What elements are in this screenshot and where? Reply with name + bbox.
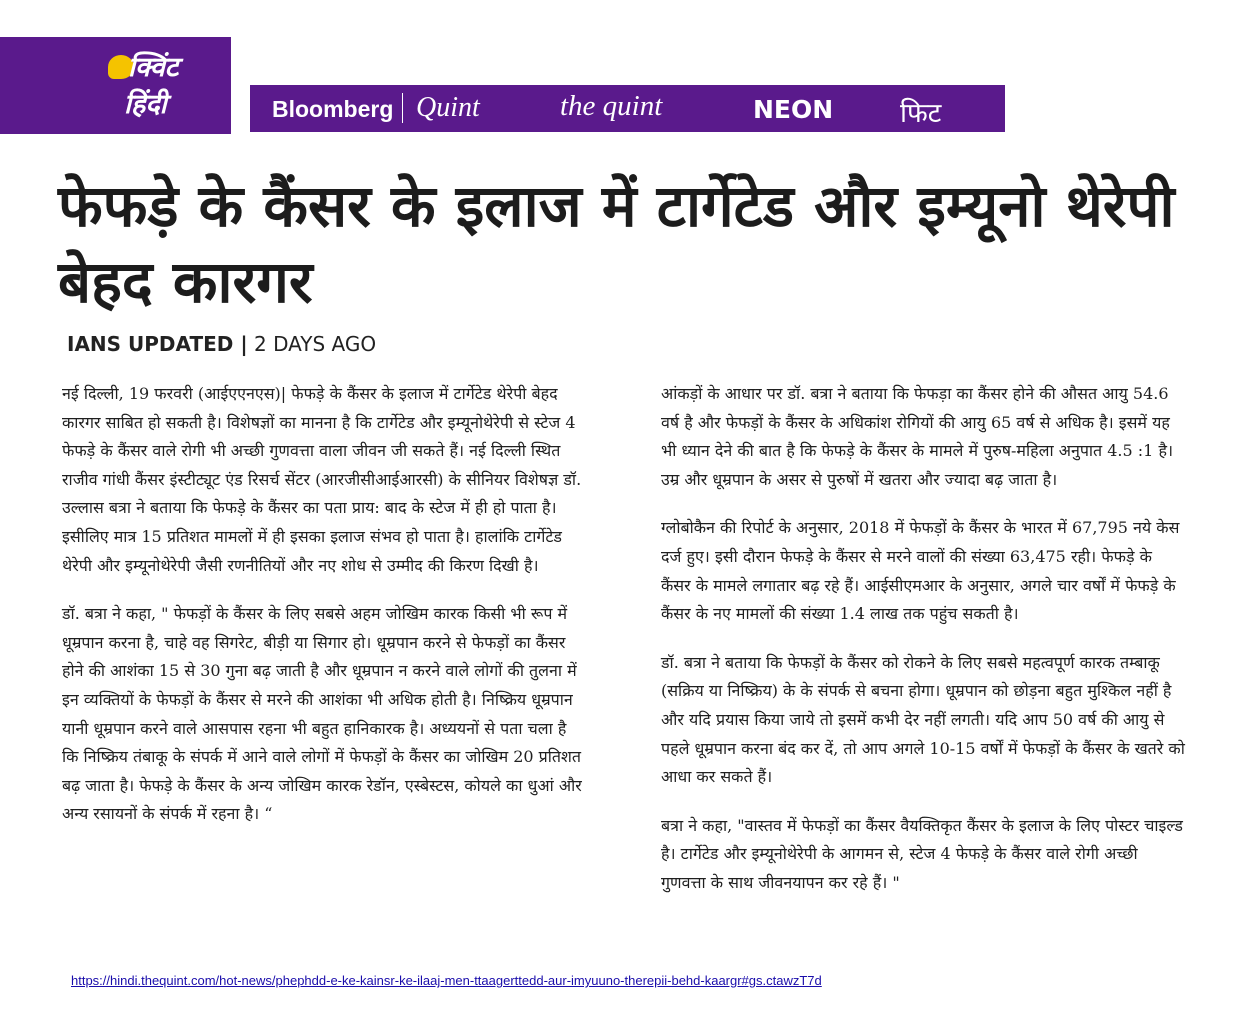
- nav-link-bloomberg[interactable]: Bloomberg: [272, 96, 394, 122]
- nav-link-quint[interactable]: Quint: [416, 92, 480, 123]
- article-paragraph: आंकड़ों के आधार पर डॉ. बत्रा ने बताया कि फेफड़ा का कैंसर होने की औसत आयु 54.6 वर्ष है और फेफड़ों के कैंसर के अधिकांश रोगियों की आयु 65 वर्ष से अधिक है। इसमें यह भी ध्यान देने की बात है कि फेफड़े के कैंसर के मामले में पुरुष-महिला अनुपात 4.5 :1 है। उम्र और धूम्रपान के असर से पुरुषों में खतरा और ज्यादा बढ़ जाता है।: [661, 384, 1174, 489]
- site-logo-banner[interactable]: [0, 37, 231, 134]
- article-paragraph: नई दिल्ली, 19 फरवरी (आईएएनएस)| फेफड़े के कैंसर के इलाज में टार्गेटेड थेरेपी बेहद कारगर साबित हो सकती है। विशेषज्ञों का मानना है कि टार्गेटेड और इम्यूनोथेरेपी से स्टेज 4 फेफड़े के कैंसर वाले रोगी भी अच्छी गुणवत्ता वाला जीवन जी सकते हैं। नई दिल्ली स्थित राजीव गांधी कैंसर इंस्टीट्यूट एंड रिसर्च सेंटर (आरजीसीआईआरसी) के सीनियर विशेषज्ञ डॉ. उल्लास बत्रा ने बताया कि फेफड़े के कैंसर का पता प्राय: बाद के स्टेज में ही हो पाता है। इसीलिए मात्र 15 प्रतिशत मामलों में ही इसका इलाज संभव हो पाता है। हालांकि टार्गेटेड थेरेपी और इम्यूनोथेरेपी जैसी रणनीतियों और नए शोध से उम्मीद की किरण दिखी है।: [62, 384, 582, 575]
- article-paragraph: ग्लोबोकैन की रिपोर्ट के अनुसार, 2018 में फेफड़ों के कैंसर के भारत में 67,795 नये केस दर्ज हुए। इसी दौरान फेफड़े के कैंसर से मरने वालों की संख्या 63,475 रही। फेफड़े के कैंसर के मामले लगातार बढ़ रहे हैं। आईसीएमआर के अनुसार, अगले चार वर्षों में फेफड़े के कैंसर के नए मामलों की संख्या 1.4 लाख तक पहुंच सकती है।: [661, 518, 1180, 624]
- article-column-right: [661, 380, 1186, 918]
- nav-link-neon[interactable]: NEON: [753, 95, 834, 124]
- logo-text-line2: हिंदी: [124, 89, 167, 120]
- logo-text-line1: क्विंट: [128, 52, 179, 83]
- article-byline: [67, 332, 376, 356]
- partner-nav-bar: [250, 85, 1005, 132]
- byline-timestamp: 2 DAYS AGO: [247, 332, 377, 356]
- article-paragraph: डॉ. बत्रा ने बताया कि फेफड़ों के कैंसर को रोकने के लिए सबसे महत्वपूर्ण कारक तम्बाकू (सक्रिय या निष्क्रिय) के के संपर्क से बचना होगा। धूम्रपान को छोड़ना बहुत मुश्किल नहीं है और यदि प्रयास किया जाये तो इसमें कभी देर नहीं लगती। यदि आप 50 वर्ष की आयु से पहले धूम्रपान करना बंद कर दें, तो आप अगले 10-15 वर्षों में फेफड़ों के कैंसर के खतरे को आधा कर सकते हैं।: [661, 652, 1185, 787]
- nav-link-fit[interactable]: फिट: [900, 98, 942, 129]
- byline-author: IANS UPDATED |: [67, 332, 248, 356]
- nav-divider: [402, 93, 403, 123]
- article-paragraph: डॉ. बत्रा ने कहा, " फेफड़ों के कैंसर के लिए सबसे अहम जोखिम कारक किसी भी रूप में धूम्रपान करना है, चाहे वह सिगरेट, बीड़ी या सिगार हो। धूम्रपान करने से फेफड़ों का कैंसर होने की आशंका 15 से 30 गुना बढ़ जाती है और धूम्रपान न करने वाले लोगों की तुलना में इन व्यक्तियों के फेफड़ों के कैंसर से मरने की आशंका भी अधिक होती है। निष्क्रिय धूम्रपान यानी धूम्रपान करने वाले आसपास रहना भी बहुत हानिकारक है। अध्ययनों से पता चला है कि निष्क्रिय तंबाकू के संपर्क में आने वाले लोगों में फेफड़ों के कैंसर का जोखिम 20 प्रतिशत बढ़ जाता है। फेफड़े के कैंसर के अन्य जोखिम कारक रेडॉन, एस्बेस्टस, कोयले का धुआं और अन्य रसायनों के संपर्क में रहना है। “: [62, 604, 582, 824]
- article-column-left: [62, 380, 587, 849]
- article-paragraph: बत्रा ने कहा, "वास्तव में फेफड़ों का कैंसर वैयक्तिकृत कैंसर के इलाज के लिए पोस्टर चाइल्ड है। टार्गेटेड और इम्यूनोथेरेपी के आगमन से, स्टेज 4 फेफड़े के कैंसर वाले रोगी अच्छी गुणवत्ता के साथ जीवनयापन कर रहे हैं। ": [661, 815, 1183, 892]
- source-url-link[interactable]: https://hindi.thequint.com/hot-news/phephdd-e-ke-kainsr-ke-ilaaj-men-ttaagerttedd-aur-imyuuno-therepii-behd-kaargr#gs.ctawzT7d: [71, 973, 822, 988]
- nav-link-the-quint[interactable]: the quint: [560, 90, 663, 122]
- article-headline: फेफड़े के कैंसर के इलाज में टार्गेटेड और इम्यूनो थेरेपी बेहद कारगर: [58, 172, 1175, 316]
